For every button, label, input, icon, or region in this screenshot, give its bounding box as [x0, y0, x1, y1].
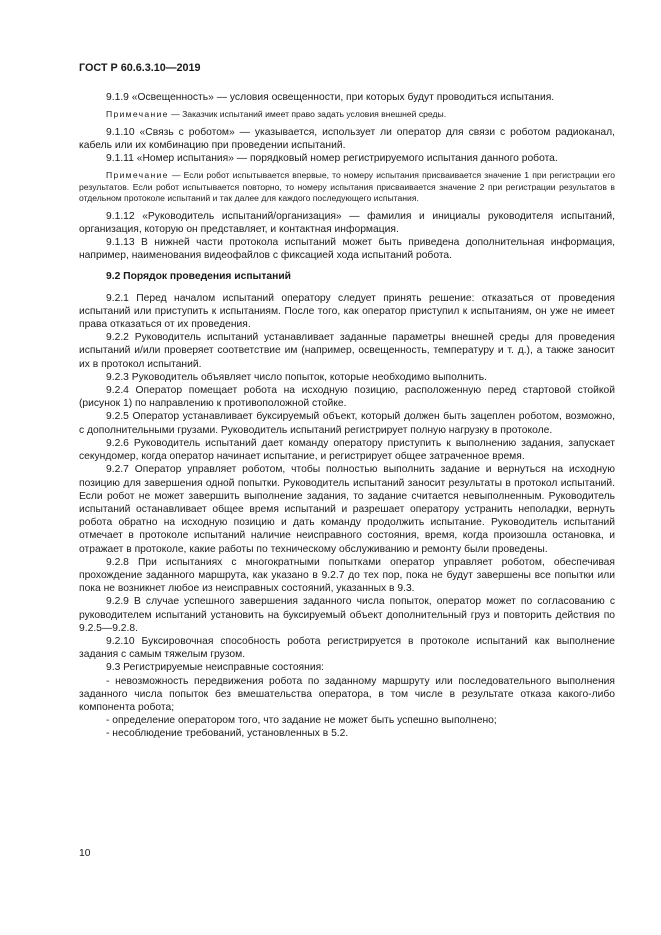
list-item: - определение оператором того, что задание не может быть успешно выполнено; [106, 715, 497, 727]
note-2-text: — Если робот испытывается впервые, то номеру испытания присваивается значение 1 при регистрации его результатов. Если робот испытывается повторно, то номеру испытания присваивается значение 2 при регистрации результатов в отдельном протоколе испытаний и так далее для каждого последующего испытания. [79, 170, 615, 204]
paragraph-9-2-2: 9.2.2 Руководитель испытаний устанавливает заданные параметры внешней среды для проведения испытаний и/или проверяет соответствие им (например, освещенность, температуру и т. д.), а также заносит их в протокол испытаний. [79, 332, 615, 370]
note-2-tag: Примечание [106, 170, 169, 181]
page-number: 10 [79, 848, 91, 859]
section-title-9-2: 9.2 Порядок проведения испытаний [106, 271, 291, 283]
paragraph-9-2-8: 9.2.8 При испытаниях с многократными попытками оператор управляет роботом, обеспечивая прохождение заданного маршрута, как указано в 9.2.7 до тех пор, пока не будут завершены все попытки или пока не возникнет любое из неисправных состояний, указанных в 9.3. [79, 556, 615, 595]
paragraph-9-2-9: 9.2.9 В случае успешного завершения заданного числа попыток, оператор может по согласованию с руководителем испытаний установить на буксируемый объект дополнительный груз и повторить действия по 9.2.5—9.2.8. [79, 596, 615, 634]
paragraph-9-3: 9.3 Регистрируемые неисправные состояния: [106, 662, 325, 674]
paragraph-9-2-5: 9.2.5 Оператор устанавливает буксируемый объект, который должен быть зацеплен роботом, возможно, с дополнительными грузами. Руководитель испытаний регистрирует полную нагрузку в протоколе. [79, 411, 615, 436]
paragraph-9-2-3: 9.2.3 Руководитель объявляет число попыток, которые необходимо выполнить. [106, 371, 487, 383]
note-1 [79, 109, 615, 120]
paragraph-9-1-9: 9.1.9 «Освещенность» — условия освещенности, при которых будут проводиться испытания. [106, 92, 555, 104]
paragraph-9-1-10: 9.1.10 «Связь с роботом» — указывается, использует ли оператор для связи с роботом радиоканал, кабель или их комбинацию при проведении испытаний. [79, 126, 615, 152]
paragraph-9-2-10: 9.2.10 Буксировочная способность робота регистрируется в протоколе испытаний как выполнение задания с самым тяжелым грузом. [79, 635, 615, 661]
paragraph-9-2-4: 9.2.4 Оператор помещает робота на исходную позицию, расположенную перед стартовой стойкой (рисунок 1) по направлению к противоположной стойке. [79, 385, 615, 410]
paragraph-9-1-13: 9.1.13 В нижней части протокола испытаний может быть приведена дополнительная информация, например, наименования видеофайлов с фиксацией хода испытаний робота. [79, 237, 615, 262]
paragraph-9-1-12: 9.1.12 «Руководитель испытаний/организация» — фамилия и инициалы руководителя испытаний, организация, которую он представляет, и контактная информация. [79, 210, 615, 235]
list-item: - невозможность передвижения робота по заданному маршруту или последовательного выполнения заданного числа попыток без вмешательства оператора, в том числе в результате отказа какого-либо компонента робота; [79, 675, 615, 713]
paragraph-9-2-6: 9.2.6 Руководитель испытаний дает команду оператору приступить к выполнению задания, запускает секундомер, когда оператор начинает испытание, и регистрирует общее затраченное время. [79, 437, 615, 463]
paragraph-9-1-11: 9.1.11 «Номер испытания» — порядковый номер регистрируемого испытания данного робота. [106, 153, 558, 165]
note-2 [79, 170, 615, 204]
note-1-text: — Заказчик испытаний имеет право задать условия внешней среды. [168, 109, 447, 120]
list-item: - несоблюдение требований, установленных в 5.2. [106, 728, 349, 740]
note-1-tag: Примечание [106, 109, 169, 120]
paragraph-9-2-1: 9.2.1 Перед началом испытаний оператору следует принять решение: отказаться от проведения испытаний или приступить к испытаниям. После того, как оператор приступил к испытаниям, он уже не имеет права отказаться от их проведения. [79, 292, 615, 331]
paragraph-9-2-7: 9.2.7 Оператор управляет роботом, чтобы полностью выполнить задание и вернуться на исходную позицию для завершения одной попытки. Руководитель испытаний заносит результаты в протокол испытаний. Если робот не может завершить выполнение задания, то задание считается невыполненным. Руководитель испытаний останавливает общее время испытаний и разрешает оператору устранить неполадки, вернуть робота обратно на исходную позицию и дать команду продолжить испытание. Руководитель испытаний отмечает в протоколе испытаний наличие неисправного состояния, время, когда произошла остановка, и отражает в протоколе, какие работы по техническому обслуживанию и ремонту были проведены. [79, 464, 615, 555]
document-header: ГОСТ Р 60.6.3.10—2019 [79, 62, 201, 74]
